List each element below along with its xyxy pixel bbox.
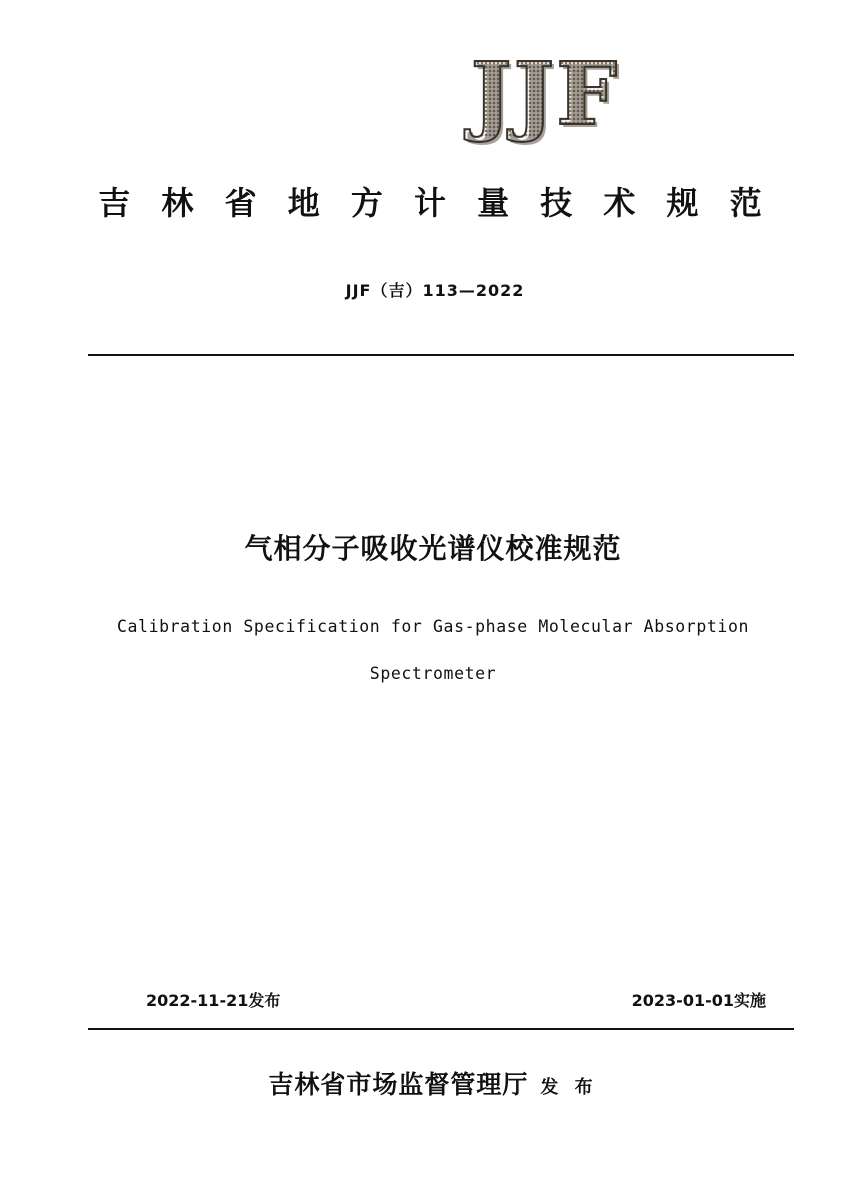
effective-date: 2023-01-01实施 (631, 991, 766, 1010)
header-divider (88, 354, 794, 356)
publisher-organization: 吉林省市场监督管理厅 (268, 1070, 529, 1099)
jjf-logo-text: JJF (470, 44, 620, 145)
document-title-english-line1: Calibration Specification for Gas-phase Molecular Absorption (116, 617, 750, 636)
date-row (88, 988, 794, 1011)
standard-number: JJF（吉）113—2022 (345, 281, 525, 300)
document-title-chinese: 气相分子吸收光谱仪校准规范 (244, 532, 622, 565)
document-title-english-line2: Spectrometer (369, 664, 497, 683)
issue-date: 2022-11-21发布 (146, 991, 281, 1010)
footer-divider (88, 1028, 794, 1030)
publisher-line (8, 1065, 850, 1101)
publisher-verb: 发 布 (540, 1077, 598, 1098)
standard-series-title: 吉 林 省 地 方 计 量 技 术 规 范 (98, 184, 772, 222)
jjf-logo (0, 44, 850, 145)
